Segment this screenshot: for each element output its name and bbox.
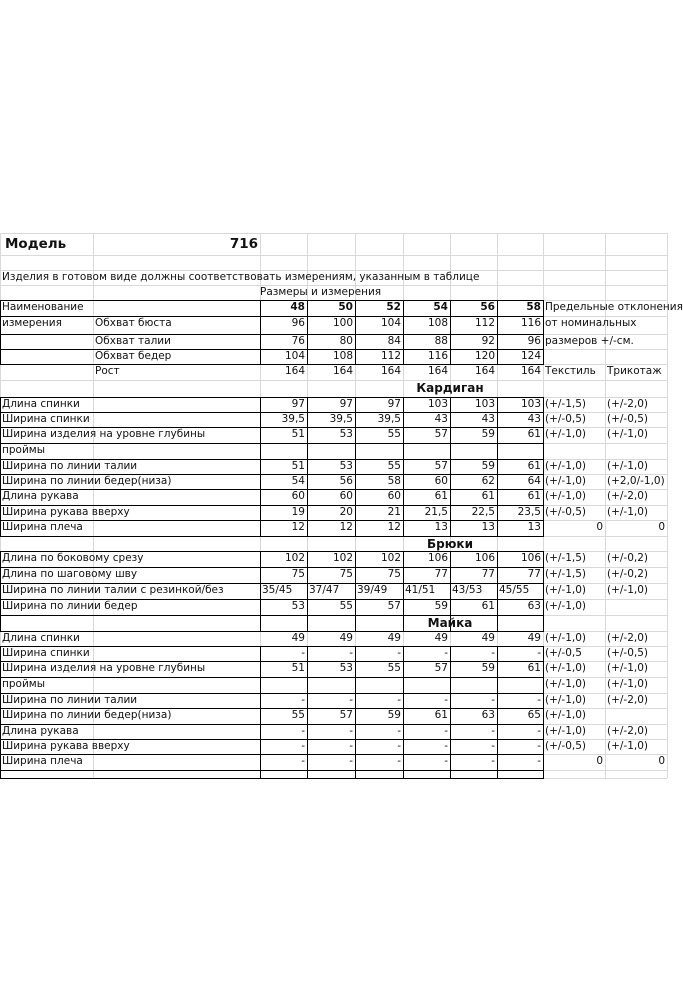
measurement-value: - <box>444 755 448 767</box>
measurement-value: 49 <box>527 632 541 644</box>
knit-tolerance: 0 <box>658 521 665 533</box>
knit-tolerance: (+/-1,0) <box>607 460 649 472</box>
measurement-label: проймы <box>2 678 45 690</box>
measurement-value: - <box>349 755 353 767</box>
measurement-value: 39,5 <box>377 413 401 425</box>
measurement-value: - <box>301 755 305 767</box>
measurement-label: Длина рукава <box>2 490 79 502</box>
size-header: 58 <box>526 301 541 313</box>
measurement-value: 56 <box>339 475 353 487</box>
measure-value: 120 <box>474 350 495 362</box>
measurement-value <box>355 677 401 692</box>
textile-tolerance: (+/-0,5) <box>545 506 587 518</box>
measurement-value: - <box>301 647 305 659</box>
knit-tolerance: (+/-1,0) <box>607 740 649 752</box>
measurement-value: 49 <box>481 632 495 644</box>
knit-tolerance: (+/-0,5) <box>607 647 649 659</box>
measurement-value: - <box>349 725 353 737</box>
measurement-value: 43 <box>434 413 448 425</box>
measurement-value: 60 <box>339 490 353 502</box>
measurement-value: 13 <box>527 521 541 533</box>
measurement-value: - <box>537 694 541 706</box>
measurement-value: 54 <box>291 475 305 487</box>
border-line <box>0 646 1 779</box>
measurement-value: 12 <box>291 521 305 533</box>
measure-value: 164 <box>332 365 353 377</box>
measurement-value: - <box>349 740 353 752</box>
measure-value: 164 <box>427 365 448 377</box>
border-line <box>543 551 544 632</box>
measurement-value <box>355 443 401 458</box>
measurement-label: Ширина спинки <box>2 413 90 425</box>
measure-value: 96 <box>291 317 305 329</box>
measurement-label: Ширина изделия на уровне глубины <box>2 428 206 440</box>
measurement-label: Ширина по линии талии <box>2 694 138 706</box>
textile-tolerance: (+/-0,5) <box>545 740 587 752</box>
cardigan-section-title: Кардиган <box>416 381 484 395</box>
measurement-value: 59 <box>434 600 448 612</box>
measurement-value: - <box>397 725 401 737</box>
border-line <box>543 397 544 537</box>
textile-tolerance: (+/-1,5) <box>545 552 587 564</box>
measurement-label: Длина по боковому срезу <box>2 552 144 564</box>
measurement-value: 12 <box>339 521 353 533</box>
measurement-value: 102 <box>332 552 353 564</box>
textile-tolerance: (+/-1,0) <box>545 694 587 706</box>
knit-tolerance: (+/-1,0) <box>607 678 649 690</box>
measurement-label: Ширина плеча <box>2 755 83 767</box>
knit-tolerance: (+/-0,2) <box>607 568 649 580</box>
body-measure-label: Обхват талии <box>95 335 171 347</box>
measurement-value: 61 <box>527 460 541 472</box>
border-line <box>0 300 1 365</box>
measurement-value: - <box>491 740 495 752</box>
measurement-label: Ширина рукава вверху <box>2 506 130 518</box>
measure-value: 104 <box>380 317 401 329</box>
measurement-value <box>260 677 305 692</box>
measurement-value: 55 <box>339 600 353 612</box>
gridline <box>0 233 667 234</box>
measure-value: 100 <box>332 317 353 329</box>
measurement-value: 43/53 <box>452 584 483 596</box>
textile-tolerance: (+/-1,0) <box>545 709 587 721</box>
measurement-value: 49 <box>291 632 305 644</box>
measurement-value: 60 <box>387 490 401 502</box>
header-name: Наименование <box>2 301 84 313</box>
measurement-label: Ширина изделия на уровне глубины <box>2 662 206 674</box>
measurement-value: 106 <box>427 552 448 564</box>
textile-tolerance: (+/-0,5) <box>545 413 587 425</box>
measurement-value: - <box>444 740 448 752</box>
measurement-value: 59 <box>481 428 495 440</box>
measure-value: 164 <box>380 365 401 377</box>
measurement-value: 55 <box>387 460 401 472</box>
body-measure-label: Обхват бюста <box>95 317 172 329</box>
measurement-value: 37/47 <box>309 584 340 596</box>
measurement-value <box>403 677 448 692</box>
measurement-value: - <box>349 694 353 706</box>
textile-tolerance: (+/-1,0) <box>545 678 587 690</box>
measurement-value: 63 <box>481 709 495 721</box>
measurement-value: 59 <box>387 709 401 721</box>
measurement-value: 49 <box>434 632 448 644</box>
measure-value: 92 <box>481 335 495 347</box>
measure-value: 96 <box>527 335 541 347</box>
measurement-value: 59 <box>481 662 495 674</box>
measurement-value: 75 <box>387 568 401 580</box>
body-measure-label: Рост <box>95 365 120 377</box>
measurement-value: 43 <box>481 413 495 425</box>
measurement-value: 64 <box>527 475 541 487</box>
measurement-value: 57 <box>434 662 448 674</box>
size-header: 48 <box>290 301 305 313</box>
measurement-value: 49 <box>387 632 401 644</box>
measurement-value: 55 <box>291 709 305 721</box>
measurement-value: 57 <box>434 428 448 440</box>
measurement-value: 75 <box>339 568 353 580</box>
knit-tolerance: (+/-1,0) <box>607 584 649 596</box>
measurement-value: 39/49 <box>357 584 388 596</box>
measurement-value <box>403 443 448 458</box>
measurement-value: - <box>537 740 541 752</box>
measurement-value: 13 <box>434 521 448 533</box>
textile-tolerance: (+/-1,0) <box>545 662 587 674</box>
measurement-value <box>307 443 353 458</box>
measure-value: 164 <box>520 365 541 377</box>
gridline <box>667 233 668 778</box>
knit-tolerance: (+/-2,0) <box>607 725 649 737</box>
knit-tolerance: (+2,0/-1,0) <box>607 475 665 487</box>
measurement-value: 75 <box>291 568 305 580</box>
measurement-value: 61 <box>481 490 495 502</box>
gridline <box>0 255 667 256</box>
knit-tolerance: (+/-2,0) <box>607 632 649 644</box>
measurement-value: - <box>301 740 305 752</box>
measurement-value: - <box>444 725 448 737</box>
border-line <box>543 300 544 365</box>
measurement-value: - <box>491 647 495 659</box>
measurement-value: 51 <box>291 428 305 440</box>
measurement-value: 77 <box>481 568 495 580</box>
measure-value: 116 <box>520 317 541 329</box>
knit-tolerance: (+/-1,0) <box>607 662 649 674</box>
measurement-value: 103 <box>474 398 495 410</box>
measure-value: 88 <box>434 335 448 347</box>
measurement-value <box>497 443 541 458</box>
measure-value: 80 <box>339 335 353 347</box>
measurement-value: - <box>397 755 401 767</box>
measurement-label: Ширина спинки <box>2 647 90 659</box>
measurement-value: 102 <box>284 552 305 564</box>
size-header: 56 <box>480 301 495 313</box>
measurement-value: - <box>301 725 305 737</box>
tank-section-title: Майка <box>427 616 473 630</box>
tolerance-header: Предельные отклонения <box>545 301 683 313</box>
textile-header: Текстиль <box>545 365 596 377</box>
measurement-value: - <box>349 647 353 659</box>
gridline <box>0 380 667 381</box>
measurement-value <box>497 677 541 692</box>
measurement-label: Длина спинки <box>2 398 80 410</box>
measurement-value: - <box>491 755 495 767</box>
measurement-value: 19 <box>291 506 305 518</box>
size-header: 54 <box>433 301 448 313</box>
knit-tolerance: (+/-1,0) <box>607 506 649 518</box>
border-line <box>0 397 1 537</box>
measurement-value: 60 <box>291 490 305 502</box>
textile-tolerance: (+/-1,0) <box>545 725 587 737</box>
measurement-value: 102 <box>380 552 401 564</box>
measurement-value: 43 <box>527 413 541 425</box>
measure-value: 108 <box>332 350 353 362</box>
textile-tolerance: (+/-1,0) <box>545 475 587 487</box>
tolerance-header: от номинальных <box>545 317 637 329</box>
textile-tolerance: 0 <box>596 521 603 533</box>
measurement-value: 59 <box>481 460 495 472</box>
measurement-value: 21,5 <box>424 506 448 518</box>
knit-tolerance: (+/-2,0) <box>607 694 649 706</box>
textile-tolerance: (+/-1,0) <box>545 600 587 612</box>
knit-tolerance: (+/-0,2) <box>607 552 649 564</box>
measurement-value: 77 <box>527 568 541 580</box>
requirements-note: Изделия в готовом виде должны соответствовать измерениям, указанным в таблице <box>2 271 480 283</box>
measurement-value: 58 <box>387 475 401 487</box>
trousers-section-title: Брюки <box>427 537 473 551</box>
measurement-value: - <box>444 647 448 659</box>
textile-tolerance: (+/-1,0) <box>545 584 587 596</box>
measurement-value: - <box>537 725 541 737</box>
measurement-value: 61 <box>434 709 448 721</box>
measurement-value: 97 <box>387 398 401 410</box>
measure-value: 124 <box>520 350 541 362</box>
measurement-value: - <box>397 740 401 752</box>
measurement-label: Ширина плеча <box>2 521 83 533</box>
measurement-value: - <box>397 647 401 659</box>
measurement-value: 61 <box>527 490 541 502</box>
measurement-value: 35/45 <box>262 584 293 596</box>
measurement-label: Ширина по линии бедер(низа) <box>2 709 172 721</box>
textile-tolerance: (+/-1,0) <box>545 632 587 644</box>
knit-tolerance: (+/-2,0) <box>607 490 649 502</box>
measurement-label: Ширина по линии бедер(низа) <box>2 475 172 487</box>
textile-tolerance: (+/-1,5) <box>545 568 587 580</box>
measurement-value: 39,5 <box>329 413 353 425</box>
model-label: Модель <box>5 236 67 252</box>
measurement-value: 55 <box>387 662 401 674</box>
measurement-value: 53 <box>339 428 353 440</box>
measurement-label: Длина по шаговому шву <box>2 568 138 580</box>
measurement-value: 63 <box>527 600 541 612</box>
header-name: измерения <box>2 317 62 329</box>
measurement-value: 22,5 <box>471 506 495 518</box>
measurement-value: - <box>397 694 401 706</box>
measurement-value: 77 <box>434 568 448 580</box>
measurement-value: 20 <box>339 506 353 518</box>
size-header: 50 <box>338 301 353 313</box>
textile-tolerance: (+/-1,0) <box>545 428 587 440</box>
measurement-value: 103 <box>520 398 541 410</box>
measurement-value: 103 <box>427 398 448 410</box>
measurement-value <box>450 677 495 692</box>
measurement-value: 106 <box>474 552 495 564</box>
measurement-value <box>260 443 305 458</box>
measurement-value: 60 <box>434 475 448 487</box>
measurement-label: Ширина по линии талии <box>2 460 138 472</box>
textile-tolerance: (+/-0,5 <box>545 647 582 659</box>
measurement-value: 57 <box>339 709 353 721</box>
textile-tolerance: (+/-1,0) <box>545 460 587 472</box>
knit-tolerance: (+/-2,0) <box>607 398 649 410</box>
knit-tolerance: (+/-0,5) <box>607 413 649 425</box>
border-line <box>0 778 544 779</box>
measurement-value: 97 <box>291 398 305 410</box>
border-line <box>0 770 544 771</box>
measure-value: 112 <box>474 317 495 329</box>
textile-tolerance: (+/-1,5) <box>545 398 587 410</box>
measurement-value: - <box>537 755 541 767</box>
measurement-value: 12 <box>387 521 401 533</box>
measurement-value: 39,5 <box>281 413 305 425</box>
measurement-value: 62 <box>481 475 495 487</box>
measure-value: 116 <box>427 350 448 362</box>
knit-tolerance: 0 <box>658 755 665 767</box>
measure-value: 104 <box>284 350 305 362</box>
measurement-label: проймы <box>2 444 45 456</box>
knit-tolerance: (+/-1,0) <box>607 428 649 440</box>
sizes-title: Размеры и измерения <box>260 286 382 298</box>
textile-tolerance: (+/-1,0) <box>545 490 587 502</box>
measurement-value: 51 <box>291 460 305 472</box>
measurement-value: - <box>491 725 495 737</box>
measurement-value: - <box>537 647 541 659</box>
measurement-value: 21 <box>387 506 401 518</box>
measurement-label: Длина спинки <box>2 632 80 644</box>
measurement-value: 57 <box>434 460 448 472</box>
measurement-value: 49 <box>339 632 353 644</box>
measurement-label: Ширина по линии талии с резинкой/без <box>2 584 224 596</box>
measurement-value: 55 <box>387 428 401 440</box>
size-header: 52 <box>386 301 401 313</box>
textile-tolerance: 0 <box>596 755 603 767</box>
tolerance-header: размеров +/-см. <box>545 335 634 347</box>
measurement-value: - <box>444 694 448 706</box>
measurement-value: 65 <box>527 709 541 721</box>
measurement-value <box>307 677 353 692</box>
measure-value: 112 <box>380 350 401 362</box>
measurement-value: 23,5 <box>517 506 541 518</box>
measurement-value: 51 <box>291 662 305 674</box>
measurement-label: Ширина по линии бедер <box>2 600 138 612</box>
measure-value: 84 <box>387 335 401 347</box>
measurement-label: Длина рукава <box>2 725 79 737</box>
measurement-value: 53 <box>339 460 353 472</box>
body-measure-label: Обхват бедер <box>95 350 172 362</box>
measurement-value: 53 <box>339 662 353 674</box>
measurement-value: 57 <box>387 600 401 612</box>
model-number: 716 <box>229 236 258 252</box>
measurement-value: 45/55 <box>499 584 530 596</box>
measurement-value <box>450 443 495 458</box>
measurement-value: 41/51 <box>405 584 436 596</box>
measurement-value: 61 <box>527 662 541 674</box>
measure-value: 108 <box>427 317 448 329</box>
measure-value: 164 <box>284 365 305 377</box>
measure-value: 164 <box>474 365 495 377</box>
measurement-value: 61 <box>527 428 541 440</box>
measurement-value: 61 <box>434 490 448 502</box>
measurement-value: 13 <box>481 521 495 533</box>
measurement-value: 97 <box>339 398 353 410</box>
measurement-value: - <box>491 694 495 706</box>
measurement-value: 53 <box>291 600 305 612</box>
measurement-value: - <box>301 694 305 706</box>
measurement-label: Ширина рукава вверху <box>2 740 130 752</box>
measurement-value: 106 <box>520 552 541 564</box>
size-table <box>0 233 683 778</box>
measure-value: 76 <box>291 335 305 347</box>
measurement-value: 61 <box>481 600 495 612</box>
knit-header: Трикотаж <box>607 365 662 377</box>
border-line <box>0 551 1 632</box>
